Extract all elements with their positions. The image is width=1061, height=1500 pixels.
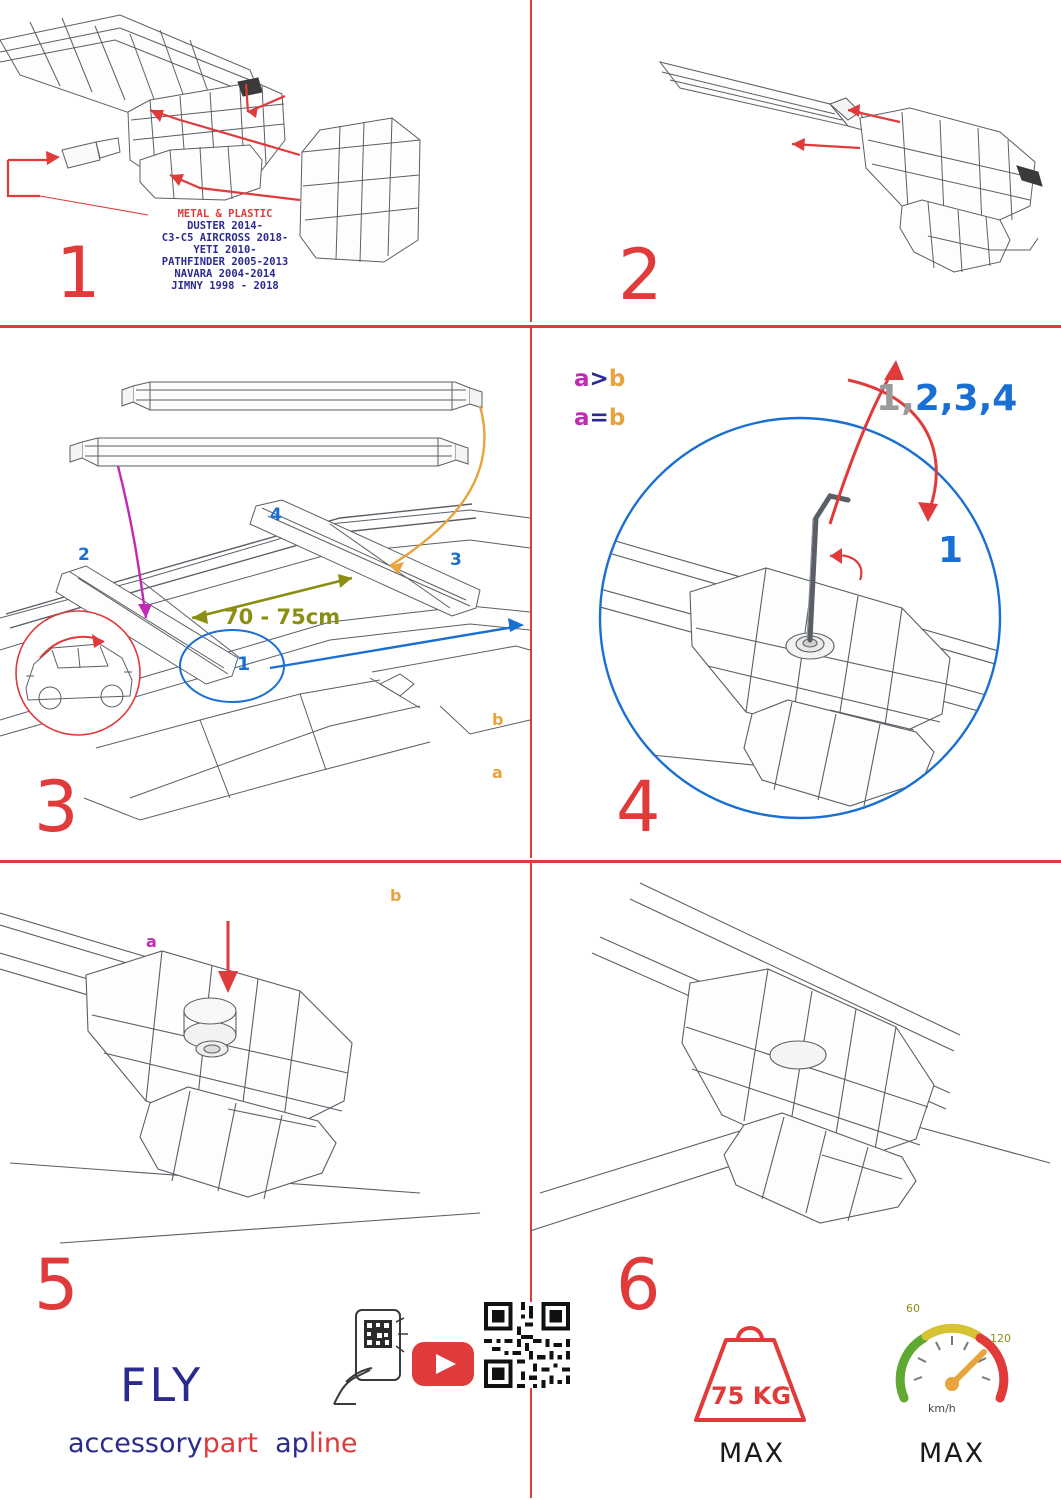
brand-line-word: line <box>308 1428 358 1459</box>
seq-sep: , <box>939 378 954 419</box>
seq-1: 1 <box>876 378 902 419</box>
vehicle-item: JIMNY 1998 - 2018 <box>171 280 279 293</box>
vehicle-item: PATHFINDER 2005-2013 <box>161 256 289 269</box>
step-number-1: 1 <box>56 232 100 314</box>
step-2-illustration <box>530 0 1061 325</box>
brand-part: part <box>202 1428 258 1459</box>
weight-value: 75 KG <box>710 1382 792 1410</box>
label-b-bar: b <box>390 886 402 905</box>
step4-callout-1: 1 <box>938 530 964 571</box>
rule2-right: b <box>608 405 626 431</box>
brand-accessory: accessory <box>68 1428 203 1459</box>
seq-sep: , <box>978 378 993 419</box>
youtube-icon[interactable] <box>412 1342 474 1386</box>
dimension-text: 70 - 75cm <box>224 605 341 629</box>
bar-label-1: 1 <box>237 653 251 675</box>
seq-4: 4 <box>992 378 1018 419</box>
brand-ap: ap <box>275 1428 309 1459</box>
step-5-panel <box>0 863 530 1263</box>
spec-title: METAL & PLASTIC <box>177 208 273 220</box>
vehicle-item: YETI 2010- <box>193 244 257 257</box>
speed-tick-high: 120 <box>990 1332 1011 1345</box>
step-2-panel <box>530 0 1061 325</box>
speed-max-label: MAX <box>918 1438 986 1469</box>
step-6-panel <box>530 863 1061 1263</box>
vehicle-thumbnail <box>16 611 140 735</box>
step-1-vehicle-list <box>110 208 340 292</box>
rule1-left: a <box>574 366 590 392</box>
step-number-6: 6 <box>616 1244 660 1326</box>
vehicle-item: NAVARA 2004-2014 <box>174 268 276 281</box>
label-a-top: a <box>492 763 503 782</box>
bar-label-2: 2 <box>78 545 90 565</box>
bar-label-3: 3 <box>450 550 462 570</box>
speed-tick-low: 60 <box>906 1302 920 1315</box>
rule2-left: a <box>574 405 590 431</box>
measure-line-b <box>390 406 484 566</box>
step-number-4: 4 <box>616 766 660 848</box>
step4-sequence <box>876 378 1017 419</box>
phone-scan-icon <box>330 1308 410 1406</box>
step-5-illustration <box>0 863 530 1263</box>
speed-unit: km/h <box>928 1402 956 1415</box>
step-number-2: 2 <box>618 234 662 316</box>
step-number-5: 5 <box>34 1244 78 1326</box>
weight-max-label: MAX <box>718 1438 786 1469</box>
seq-3: 3 <box>953 378 979 419</box>
step-6-illustration <box>530 863 1061 1263</box>
step-3-panel <box>0 328 530 860</box>
brand-subtitle <box>68 1428 358 1459</box>
brand-title: FLY <box>120 1358 204 1412</box>
rule1-right: b <box>608 366 626 392</box>
bar-label-4: 4 <box>270 505 282 525</box>
rule1-op: > <box>589 366 609 392</box>
label-b-top: b <box>492 710 504 729</box>
label-a-bar: a <box>146 932 157 951</box>
step-3-illustration <box>0 328 530 860</box>
rule2-op: = <box>589 405 609 431</box>
step-number-3: 3 <box>34 766 78 848</box>
seq-2: 2 <box>914 378 940 419</box>
vehicle-item: C3-C5 AIRCROSS 2018- <box>161 232 289 245</box>
qr-code[interactable] <box>484 1302 570 1388</box>
weight-limit-icon <box>686 1310 814 1430</box>
seq-sep: , <box>901 378 915 419</box>
vehicle-item: DUSTER 2014- <box>187 220 263 233</box>
